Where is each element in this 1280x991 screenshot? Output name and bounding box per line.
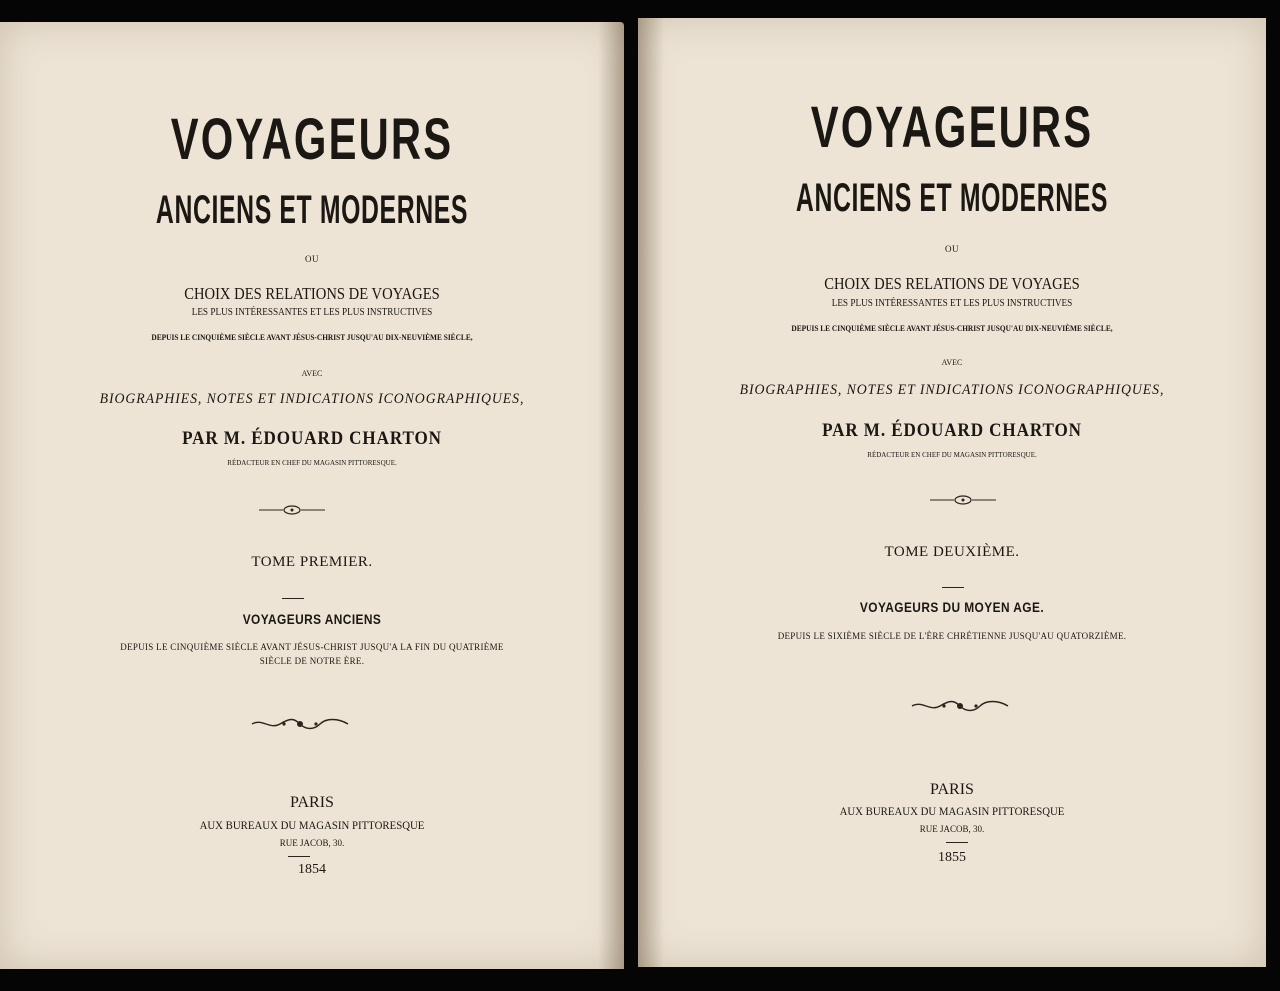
section-description-line-1: DEPUIS LE CINQUIÈME SIÈCLE AVANT JÉSUS-CHRIST JUSQU'A LA FIN DU QUATRIÈME <box>120 642 504 652</box>
interest-line: LES PLUS INTÉRESSANTES ET LES PLUS INSTRUCTIVES <box>831 298 1073 309</box>
publisher-line: AUX BUREAUX DU MAGASIN PITTORESQUE <box>839 804 1065 818</box>
section-description-line-2: SIÈCLE DE NOTRE ÈRE. <box>259 656 365 666</box>
redacteur-line: RÉDACTEUR EN CHEF DU MAGASIN PITTORESQUE. <box>867 451 1037 459</box>
short-rule <box>942 587 964 588</box>
tome-line: TOME PREMIER. <box>251 554 373 570</box>
tome-line: TOME DEUXIÈME. <box>884 544 1020 560</box>
street-line: RUE JACOB, 30. <box>279 838 345 848</box>
author-line: PAR M. ÉDOUARD CHARTON <box>182 428 442 449</box>
title-page-volume-2 <box>638 18 1266 967</box>
ou-text: OU <box>945 244 959 254</box>
avec-text: AVEC <box>941 358 963 367</box>
redacteur-line: RÉDACTEUR EN CHEF DU MAGASIN PITTORESQUE. <box>227 459 397 467</box>
fleuron-ornament-icon <box>257 504 327 516</box>
section-description-line-1: DEPUIS LE SIXIÈME SIÈCLE DE L'ÈRE CHRÉTIENNE JUSQU'AU QUATORZIÈME. <box>777 631 1127 641</box>
year-line: 1855 <box>938 850 966 865</box>
short-rule <box>946 842 968 843</box>
publisher-line: AUX BUREAUX DU MAGASIN PITTORESQUE <box>199 818 425 832</box>
section-title: VOYAGEURS DU MOYEN AGE. <box>859 599 1045 615</box>
vignette-ornament-icon <box>248 716 352 732</box>
biographies-line: BIOGRAPHIES, NOTES ET INDICATIONS ICONOGRAPHIQUES, <box>739 382 1165 398</box>
choix-line: CHOIX DES RELATIONS DE VOYAGES <box>824 274 1080 293</box>
short-rule <box>288 856 310 857</box>
short-rule <box>282 598 304 599</box>
period-line: DEPUIS LE CINQUIÈME SIÈCLE AVANT JÉSUS-CHRIST JUSQU'AU DIX-NEUVIÈME SIÈCLE, <box>791 324 1113 333</box>
avec-text: AVEC <box>301 369 323 378</box>
city-line: PARIS <box>930 781 974 798</box>
book-title: VOYAGEURS <box>170 107 454 172</box>
spine-shadow <box>598 22 624 969</box>
fleuron-ornament-icon <box>928 494 998 506</box>
year-line: 1854 <box>298 862 326 877</box>
book-title: VOYAGEURS <box>810 95 1094 160</box>
vignette-ornament-icon <box>908 698 1012 714</box>
choix-line: CHOIX DES RELATIONS DE VOYAGES <box>184 284 440 303</box>
city-line: PARIS <box>290 794 334 811</box>
period-line: DEPUIS LE CINQUIÈME SIÈCLE AVANT JÉSUS-CHRIST JUSQU'AU DIX-NEUVIÈME SIÈCLE, <box>151 333 473 342</box>
book-subtitle: ANCIENS ET MODERNES <box>155 188 469 232</box>
biographies-line: BIOGRAPHIES, NOTES ET INDICATIONS ICONOGRAPHIQUES, <box>99 391 525 407</box>
title-page-volume-1 <box>0 22 624 969</box>
ou-text: OU <box>305 254 319 264</box>
section-title: VOYAGEURS ANCIENS <box>242 611 382 627</box>
author-line: PAR M. ÉDOUARD CHARTON <box>822 420 1082 441</box>
interest-line: LES PLUS INTÉRESSANTES ET LES PLUS INSTRUCTIVES <box>191 307 433 318</box>
street-line: RUE JACOB, 30. <box>919 824 985 834</box>
book-subtitle: ANCIENS ET MODERNES <box>795 176 1109 220</box>
